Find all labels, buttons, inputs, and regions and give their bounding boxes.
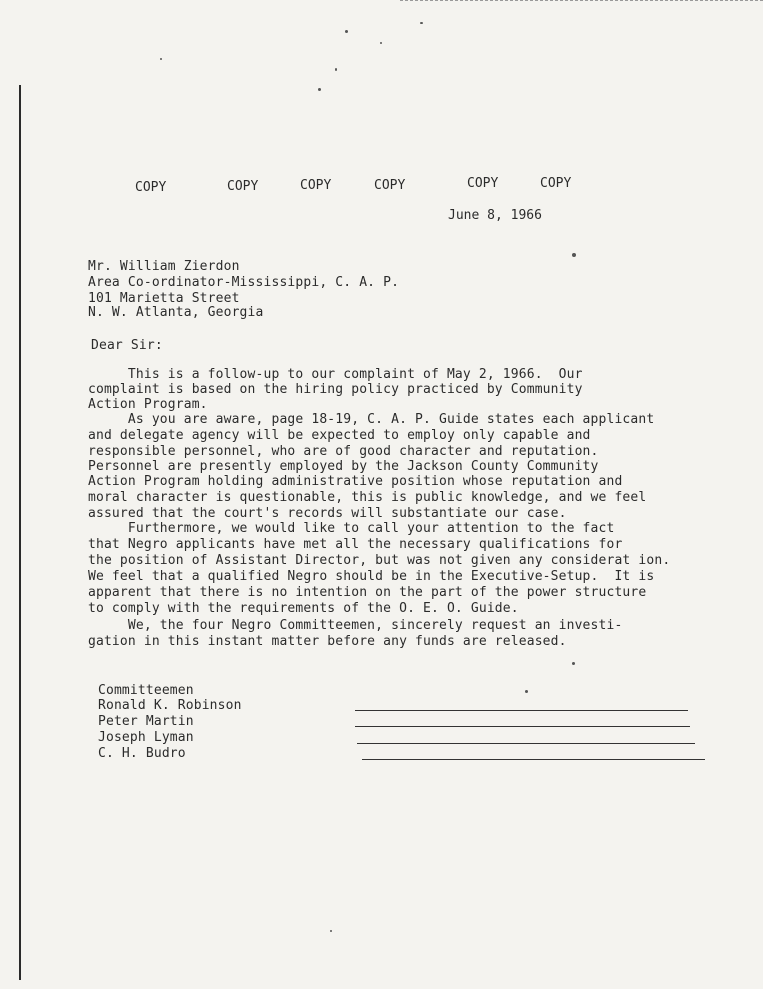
body-line: gation in this instant matter before any funds are released. [88,634,567,649]
signatory-name: Peter Martin [98,714,194,729]
body-line: responsible personnel, who are of good character and reputation. [88,444,599,459]
body-line: to comply with the requirements of the O. E. O. Guide. [88,601,519,616]
scan-speck [330,930,332,932]
body-line: assured that the court's records will substantiate our case. [88,506,567,521]
address-line: Area Co-ordinator-Mississippi, C. A. P. [88,275,400,290]
scan-speck [420,22,423,24]
top-edge-dashes [400,0,763,1]
signatory-name: Joseph Lyman [98,730,194,745]
signature-line [357,743,695,744]
signature-line [362,759,705,760]
scan-speck [380,42,382,44]
address-line: Mr. William Zierdon [88,259,240,274]
left-margin-rule [19,85,21,980]
scan-speck [572,662,575,665]
signatory-name: C. H. Budro [98,746,186,761]
body-line: Furthermore, we would like to call your attention to the fact [88,521,615,536]
copy-label: COPY [135,180,167,195]
body-line: Action Program. [88,397,208,412]
address-line: N. W. Atlanta, Georgia [88,305,264,320]
scan-speck [335,68,337,71]
body-line: moral character is questionable, this is public knowledge, and we feel [88,490,647,505]
copy-stamp-row [0,176,763,196]
body-line: apparent that there is no intention on the part of the power structure [88,585,647,600]
scan-speck [318,88,321,91]
body-line: As you are aware, page 18-19, C. A. P. Guide states each applicant [88,412,655,427]
scan-speck [160,58,162,60]
address-line: 101 Marietta Street [88,291,240,306]
body-line: and delegate agency will be expected to employ only capable and [88,428,591,443]
salutation: Dear Sir: [91,338,163,353]
body-line: We, the four Negro Committeemen, sincerely request an investi- [88,618,623,633]
body-line: This is a follow-up to our complaint of May 2, 1966. Our [88,367,583,382]
body-line: Personnel are presently employed by the Jackson County Community [88,459,599,474]
copy-label: COPY [374,178,406,193]
signature-heading: Committeemen [98,683,194,698]
signatory-name: Ronald K. Robinson [98,698,242,713]
scan-speck [525,690,528,693]
signature-line [355,710,688,711]
body-line: We feel that a qualified Negro should be in the Executive-Setup. It is [88,569,655,584]
copy-label: COPY [540,176,572,191]
body-line: Action Program holding administrative position whose reputation and [88,474,623,489]
copy-label: COPY [300,178,332,193]
scan-speck [572,253,576,257]
scan-speck [345,30,348,33]
copy-label: COPY [467,176,499,191]
body-line: complaint is based on the hiring policy practiced by Community [88,382,583,397]
letter-date: June 8, 1966 [448,208,542,223]
body-line: that Negro applicants have met all the necessary qualifications for [88,537,623,552]
body-line: the position of Assistant Director, but was not given any considerat ion. [88,553,671,568]
copy-label: COPY [227,179,259,194]
signature-line [355,726,690,727]
